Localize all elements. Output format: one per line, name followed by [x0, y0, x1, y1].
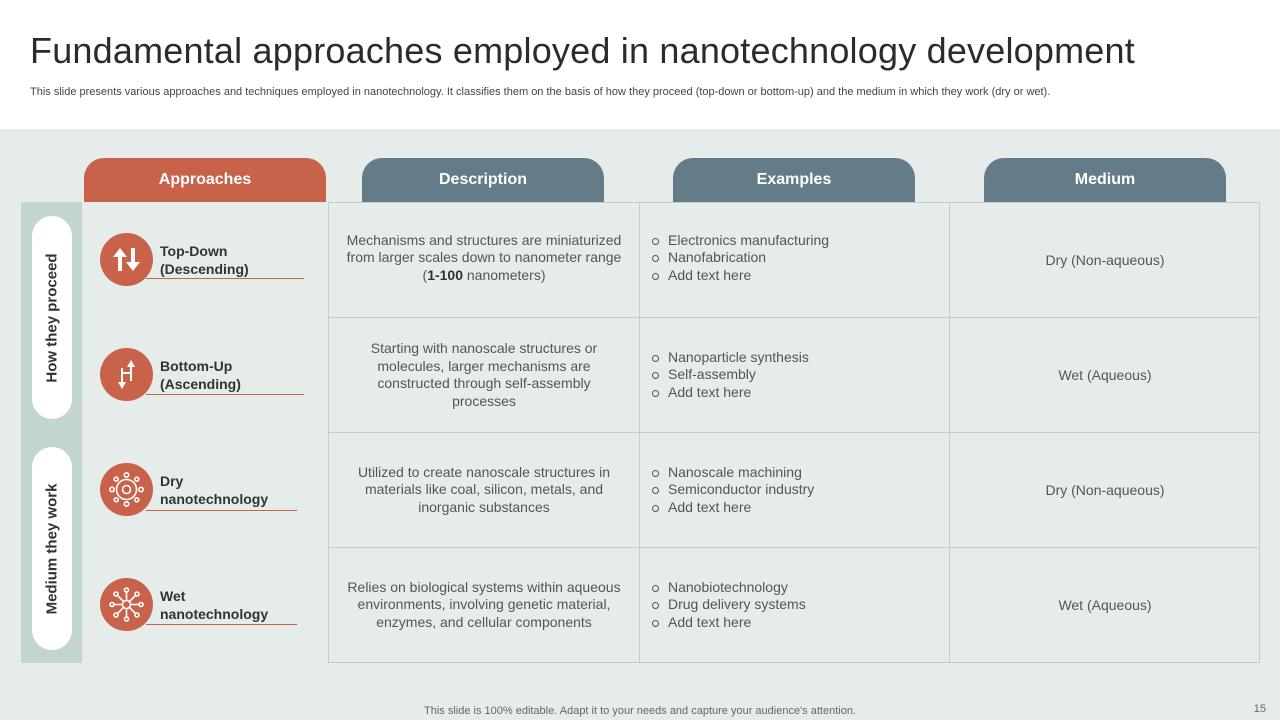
side-label-medium: Medium they work: [43, 483, 61, 614]
table-cell-medium: Dry (Non-aqueous): [950, 203, 1260, 318]
list-item: Nanoparticle synthesis: [652, 349, 809, 367]
header-description: Description: [362, 158, 604, 202]
table-cell-examples: [640, 433, 950, 548]
examples-list: [652, 579, 806, 632]
table-cell-description: Mechanisms and structures are miniaturized from larger scales down to nanometer range (1-100 nanometers): [329, 203, 640, 318]
table-cell-medium: Wet (Aqueous): [1058, 597, 1152, 613]
approach-top-down: [100, 233, 310, 293]
table-cell-description: Utilized to create nanoscale structures in materials like coal, silicon, metals, and inorganic substances: [329, 433, 640, 548]
approach-underline: [146, 278, 304, 279]
examples-list: [652, 349, 809, 402]
header-approaches: Approaches: [84, 158, 326, 202]
examples-list: [652, 232, 829, 285]
approach-label: Top-Down (Descending): [160, 243, 249, 277]
page-title: Fundamental approaches employed in nanotechnology development: [30, 30, 1135, 71]
list-item: Electronics manufacturing: [652, 232, 829, 250]
content-table: [328, 202, 1260, 663]
side-pill-medium: [32, 447, 72, 650]
table-cell-medium: Wet (Aqueous): [950, 318, 1260, 433]
approach-label: Bottom-Up (Ascending): [160, 358, 241, 392]
list-item: Nanofabrication: [652, 249, 829, 267]
table-cell-medium: Dry (Non-aqueous): [950, 433, 1260, 548]
table-cell-examples: [640, 203, 950, 318]
list-item: Add text here: [652, 267, 829, 285]
footer-note: This slide is 100% editable. Adapt it to your needs and capture your audience's attention.: [424, 705, 856, 717]
page-number: 15: [1253, 703, 1266, 715]
table-cell-examples: [640, 318, 950, 433]
list-item: Nanobiotechnology: [652, 579, 806, 597]
list-item: Semiconductor industry: [652, 481, 814, 499]
table-cell-description: Relies on biological systems within aqueous environments, involving genetic material, enzymes, and cellular components: [329, 548, 640, 662]
header-medium: Medium: [984, 158, 1226, 202]
list-item: Nanoscale machining: [652, 464, 814, 482]
list-item: Drug delivery systems: [652, 596, 806, 614]
header-examples: Examples: [673, 158, 915, 202]
table-cell-examples: [640, 548, 950, 662]
list-item: Add text here: [652, 384, 809, 402]
approach-dry: [100, 463, 310, 523]
table-cell-description: Starting with nanoscale structures or molecules, larger mechanisms are constructed through self-assembly processes: [329, 318, 640, 433]
side-label-proceed: How they proceed: [43, 252, 61, 383]
examples-list: [652, 464, 814, 517]
page-subtitle: This slide presents various approaches and techniques employed in nanotechnology. It classifies them on the basis of how they proceed (top-down or bottom-up) and the medium in which they work (dry or wet).: [30, 86, 1051, 98]
approach-wet: [100, 578, 310, 638]
approach-bottom-up: [100, 348, 310, 408]
list-item: Add text here: [652, 499, 814, 517]
approach-label: Dry nanotechnology: [160, 473, 269, 507]
list-item: Self-assembly: [652, 366, 809, 384]
approach-label: Wet nanotechnology: [160, 588, 269, 622]
list-item: Add text here: [652, 614, 806, 632]
gear-nodes-icon: [100, 463, 153, 516]
approach-underline: [146, 510, 297, 511]
approach-underline: [146, 624, 297, 625]
side-pill-proceed: [32, 216, 72, 419]
approach-underline: [146, 394, 304, 395]
